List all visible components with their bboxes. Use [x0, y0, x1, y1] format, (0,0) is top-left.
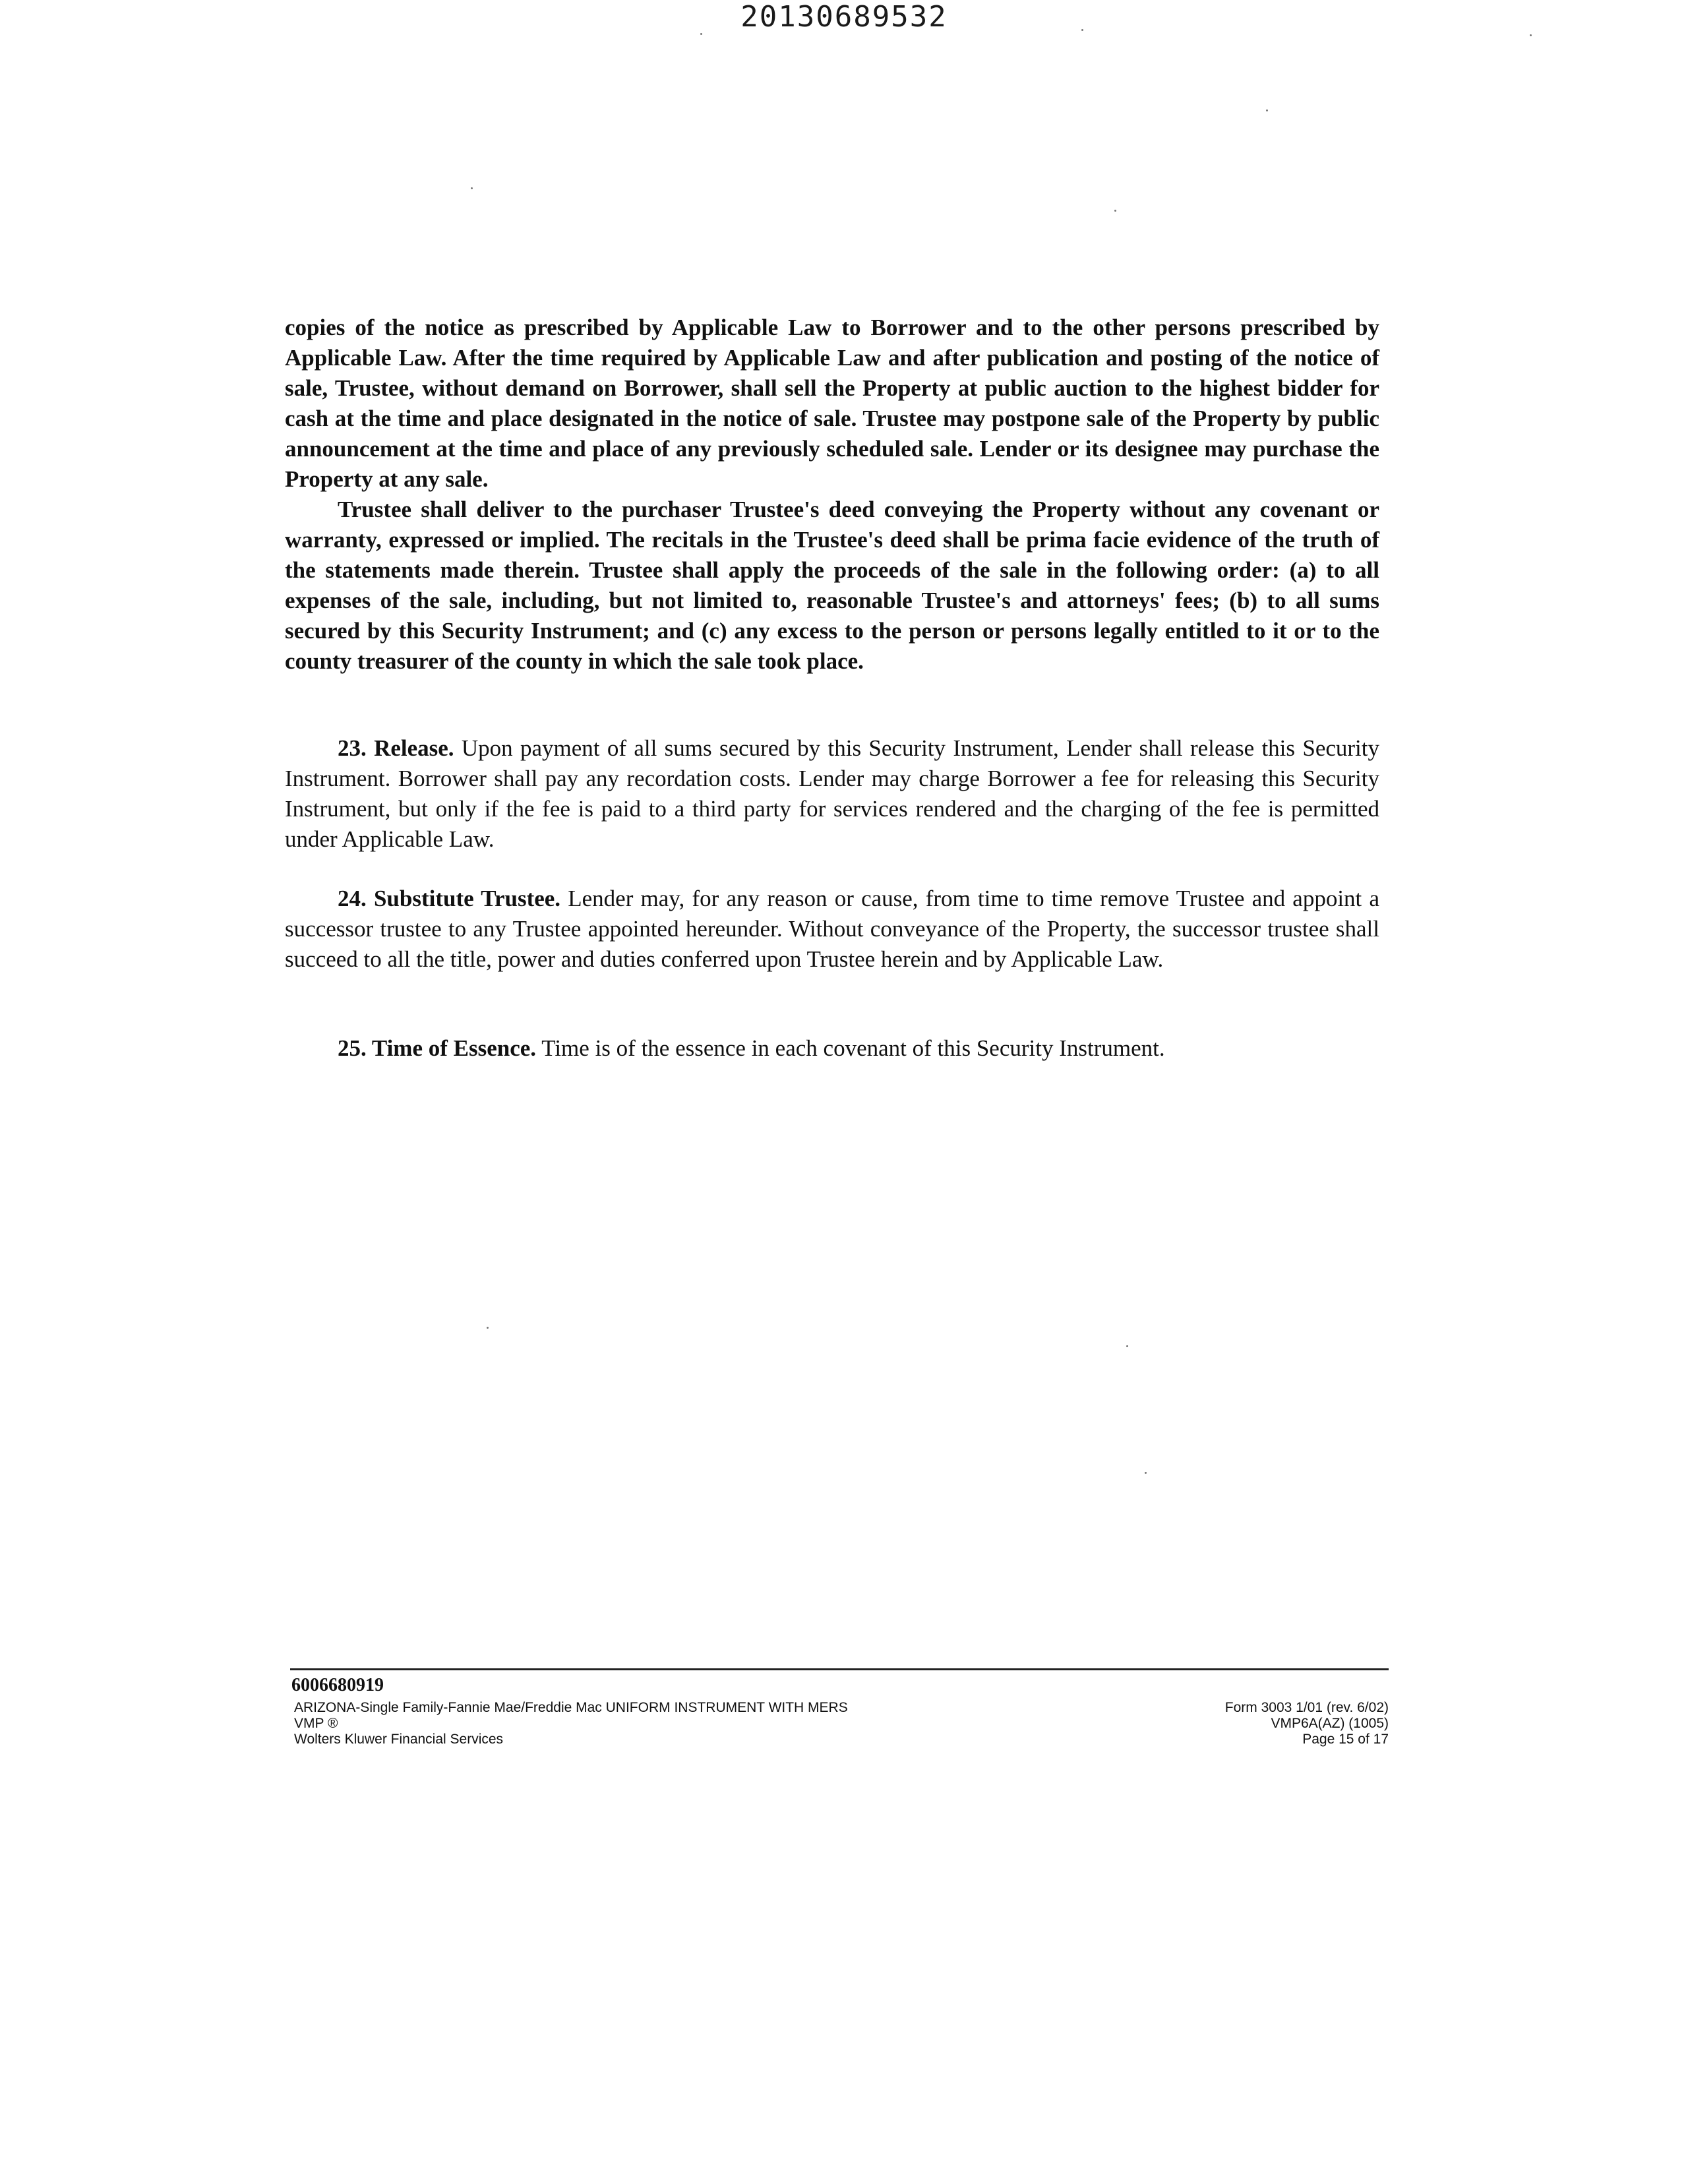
loan-number: 6006680919	[291, 1675, 384, 1695]
scan-speck	[471, 187, 473, 189]
notice-of-sale-paragraph: copies of the notice as prescribed by Applicable Law to Borrower and to the other persons prescribed by Applicable Law. After the time required by Applicable Law and after publication and posting of the notice of sale, Trustee, without demand on Borrower, shall sell the Property at public auction to the highest bidder for cash at the time and place designated in the notice of sale. Trustee may postpone sale of the Property by public announcement at the time and place of any previously scheduled sale. Lender or its designee may purchase the Property at any sale.	[285, 315, 1379, 492]
recording-number: 20130689532	[740, 0, 948, 34]
trustee-deed-paragraph: Trustee shall deliver to the purchaser Trustee's deed conveying the Property without any covenant or warranty, expressed or implied. The recitals in the Trustee's deed shall be prima facie evidence of the truth of the statements made therein. Trustee shall apply the proceeds of the sale in the following order: (a) to all expenses of the sale, including, but not limited to, reasonable Trustee's and attorneys' fees; (b) to all sums secured by this Security Instrument; and (c) any excess to the person or persons legally entitled to it or to the county treasurer of the county in which the sale took place.	[285, 497, 1379, 674]
form-title: ARIZONA-Single Family-Fannie Mae/Freddie Mac UNIFORM INSTRUMENT WITH MERS	[294, 1700, 848, 1715]
scan-speck	[700, 33, 702, 35]
scan-speck	[1081, 29, 1083, 31]
section-time-of-essence	[285, 1033, 1379, 1064]
section-substitute-trustee	[285, 884, 1379, 975]
section-heading: 23. Release.	[338, 735, 454, 761]
footer-form-codes	[1225, 1700, 1389, 1747]
form-number: Form 3003 1/01 (rev. 6/02)	[1224, 1700, 1389, 1715]
sale-procedure-text	[285, 313, 1379, 677]
form-code: VMP6A(AZ) (1005)	[1271, 1716, 1389, 1731]
vmp-mark: VMP ®	[294, 1716, 338, 1731]
scan-speck	[1114, 210, 1116, 212]
section-text: Upon payment of all sums secured by this Security Instrument, Lender shall release this Security Instrument. Borrower shall pay any recordation costs. Lender may charge Borrower a fee for releasing this Security Instrument, but only if the fee is paid to a third party for services rendered and the charging of the fee is permitted under Applicable Law.	[285, 735, 1379, 852]
scan-speck	[487, 1327, 489, 1329]
page-number: Page 15 of 17	[1302, 1732, 1389, 1747]
section-heading: 25. Time of Essence.	[338, 1035, 537, 1061]
section-release	[285, 733, 1379, 855]
footer-divider	[290, 1668, 1389, 1670]
section-text: Time is of the essence in each covenant of this Security Instrument.	[541, 1035, 1165, 1061]
section-heading: 24. Substitute Trustee.	[338, 886, 561, 911]
scan-speck	[1126, 1345, 1128, 1347]
section-text: Lender may, for any reason or cause, from time to time remove Trustee and appoint a successor trustee to any Trustee appointed hereunder. Without conveyance of the Property, the successor trustee shall succeed to all the title, power and duties conferred upon Trustee herein and by Applicable Law.	[285, 886, 1380, 972]
scan-speck	[1266, 109, 1268, 111]
publisher-name: Wolters Kluwer Financial Services	[294, 1732, 504, 1747]
footer-form-info	[294, 1700, 848, 1747]
scan-speck	[1530, 34, 1532, 36]
scan-speck	[1145, 1472, 1147, 1474]
